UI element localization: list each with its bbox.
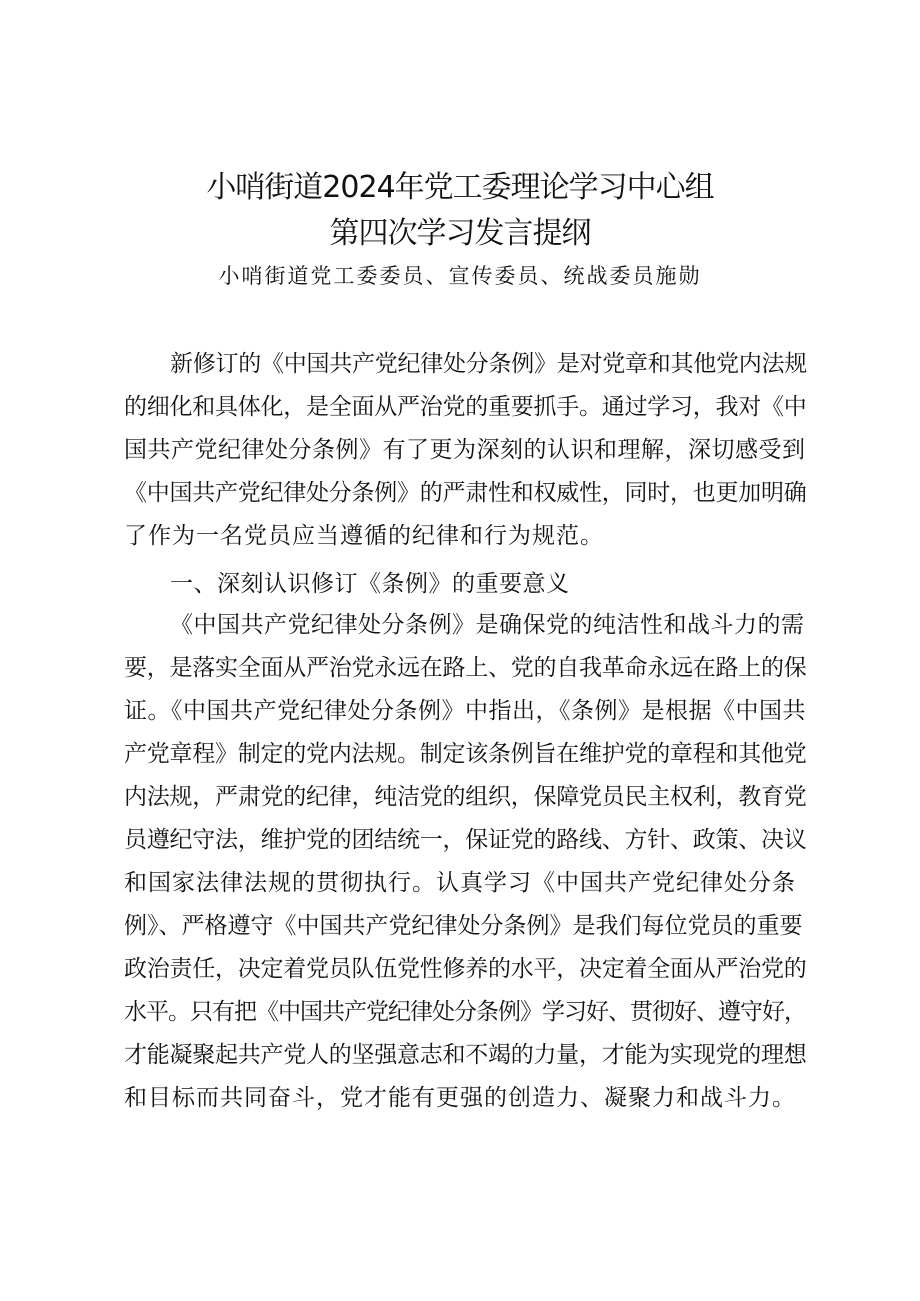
- document-title-line-2: 第四次学习发言提纲: [329, 216, 591, 251]
- section-1-line-1: 《中国共产党纪律处分条例》是确保党的纯洁性和战斗力的需: [170, 612, 805, 638]
- section-1-line-5: 内法规，严肃党的纪律，纯洁党的组织，保障党员民主权利，教育党: [124, 784, 807, 810]
- section-1-line-11: 才能凝聚起共产党人的坚强意志和不竭的力量，才能为实现党的理想: [124, 1042, 807, 1068]
- intro-line-1: 新修订的《中国共产党纪律处分条例》是对党章和其他党内法规: [170, 351, 807, 377]
- intro-line-5: 了作为一名党员应当遵循的纪律和行为规范。: [124, 523, 604, 549]
- section-1-line-8: 例》、严格遵守《中国共产党纪律处分条例》是我们每位党员的重要: [124, 913, 803, 939]
- intro-line-2: 的细化和具体化，是全面从严治党的重要抓手。通过学习，我对《中: [124, 394, 807, 420]
- section-1-line-9: 政治责任，决定着党员队伍党性修养的水平，决定着全面从严治党的: [124, 956, 807, 982]
- intro-line-3: 国共产党纪律处分条例》有了更为深刻的认识和理解，深切感受到: [124, 437, 806, 463]
- section-1-line-6: 员遵纪守法，维护党的团结统一，保证党的路线、方针、政策、决议: [124, 827, 807, 853]
- intro-line-4: 《中国共产党纪律处分条例》的严肃性和权威性，同时，也更加明确: [124, 480, 807, 506]
- section-1-line-12: 和目标而共同奋斗，党才能有更强的创造力、凝聚力和战斗力。: [124, 1085, 796, 1111]
- section-1-line-10: 水平。只有把《中国共产党纪律处分条例》学习好、贯彻好、遵守好，: [124, 999, 806, 1025]
- document-author: 小哨街道党工委委员、宣传委员、统战委员施勋: [218, 264, 702, 288]
- section-1-line-2: 要，是落实全面从严治党永远在路上、党的自我革命永远在路上的保: [124, 655, 807, 681]
- section-1-line-4: 产党章程》制定的党内法规。制定该条例旨在维护党的章程和其他党: [124, 741, 807, 767]
- section-1-heading: 一、深刻认识修订《条例》的重要意义: [170, 571, 570, 597]
- section-1-line-3: 证。《中国共产党纪律处分条例》中指出，《条例》是根据《中国共: [124, 698, 806, 724]
- document-title-line-1: 小哨街道2024年党工委理论学习中心组: [206, 170, 714, 205]
- section-1-line-7: 和国家法律法规的贯彻执行。认真学习《中国共产党纪律处分条: [124, 870, 796, 896]
